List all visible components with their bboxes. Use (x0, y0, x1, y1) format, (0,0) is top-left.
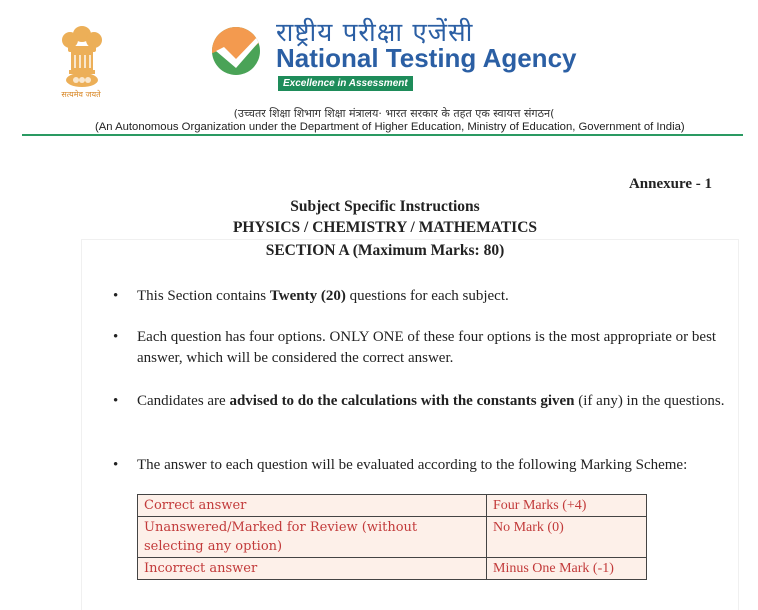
document-title: Subject Specific Instructions (290, 198, 480, 215)
marks-cell: No Mark (0) (487, 517, 647, 558)
table-row (138, 517, 647, 558)
subtitle-hindi: (उच्चतर शिक्षा शिभाग शिक्षा मंत्रालय· भारत सरकार के तहत एक स्वायत्त संगठन( (233, 107, 555, 120)
bullet-icon: • (113, 288, 119, 304)
instruction-text: (if any) in the questions. (574, 393, 725, 409)
instruction-text: The answer to each question will be evaluated according to the following Marking Scheme: (137, 457, 688, 473)
marks-cell: Minus One Mark (-1) (487, 558, 647, 580)
emblem-motto: सत्यमेव जयते (61, 90, 101, 99)
instruction-emphasis: Twenty (20) (269, 288, 346, 304)
table-row (138, 558, 647, 580)
org-name-english: National Testing Agency (276, 43, 577, 73)
instruction-text: Candidates are (137, 393, 230, 409)
annexure-label: Annexure - 1 (628, 176, 712, 192)
instruction-item (111, 391, 724, 412)
condition-cell: Incorrect answer (138, 558, 487, 580)
bullet-icon: • (113, 457, 119, 473)
instruction-text: Each question has four options. ONLY ONE of these four options is the most appropriate or best answer, which will be considered the correct answer. (137, 329, 717, 366)
subjects-heading: PHYSICS / CHEMISTRY / MATHEMATICS (232, 219, 538, 236)
bullet-icon: • (113, 329, 119, 345)
header-divider (22, 134, 743, 136)
nta-checkmark-logo-icon (210, 26, 264, 76)
subtitle-english: (An Autonomous Organization under the Department of Higher Education, Ministry of Education, Government of India) (95, 121, 685, 133)
instruction-item (111, 455, 758, 476)
table-row (138, 495, 647, 517)
instruction-item (111, 286, 509, 307)
instruction-item (111, 327, 731, 369)
section-heading: SECTION A (Maximum Marks: 80) (265, 242, 505, 259)
marking-scheme-table (137, 494, 647, 580)
instruction-text: questions for each subject. (345, 288, 509, 304)
marks-cell: Four Marks (+4) (487, 495, 647, 517)
instruction-text: This Section contains (137, 288, 270, 304)
condition-cell: Correct answer (138, 495, 487, 517)
instruction-emphasis: advised to do the calculations with the constants given (229, 393, 575, 409)
org-name-hindi: राष्ट्रीय परीक्षा एजेंसी (276, 18, 474, 48)
condition-cell: Unanswered/Marked for Review (without selecting any option) (138, 517, 487, 558)
bullet-icon: • (113, 393, 119, 409)
tagline-badge: Excellence in Assessment (278, 76, 413, 91)
